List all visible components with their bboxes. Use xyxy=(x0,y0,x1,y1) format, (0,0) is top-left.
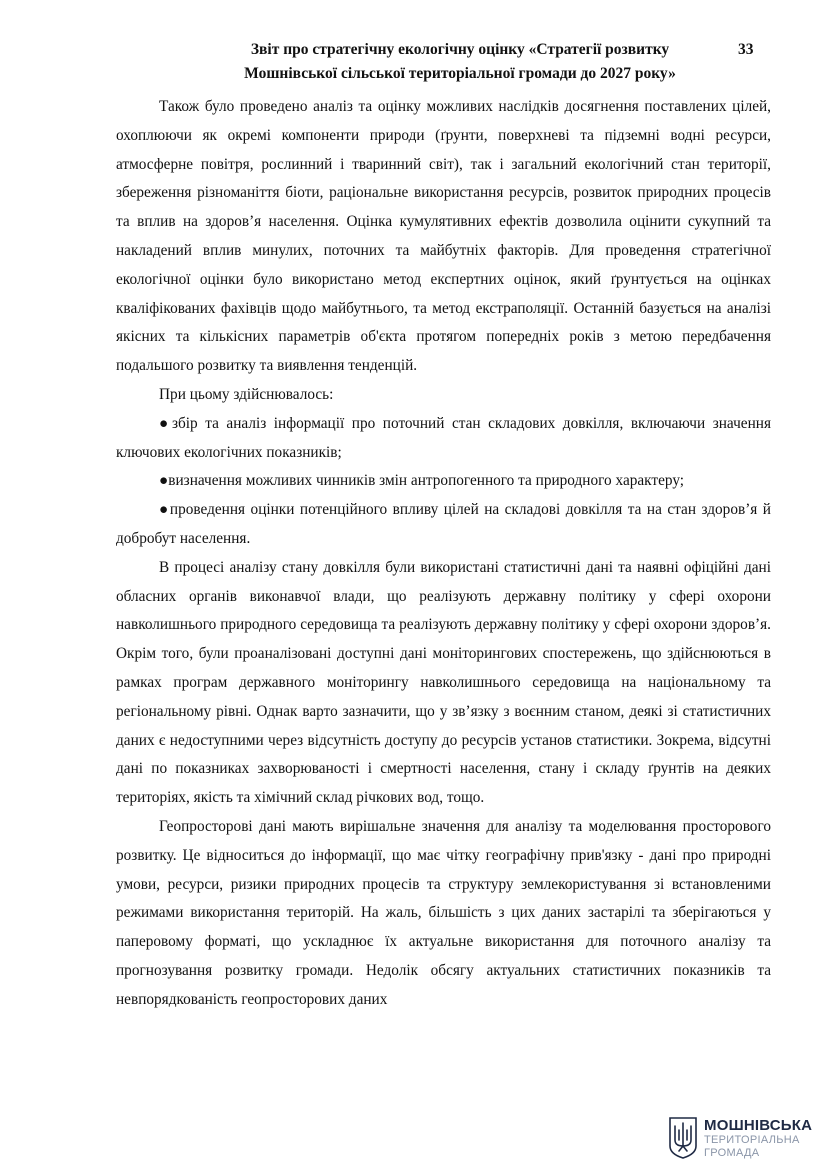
trident-emblem-icon xyxy=(668,1116,698,1160)
header-line-2: Мошнівської сільської територіальної громади до 2027 року» xyxy=(244,65,676,82)
logo-subtitle-1: ТЕРИТОРІАЛЬНА xyxy=(704,1133,800,1146)
list-item: ●визначення можливих чинників змін антропогенного та природного характеру; xyxy=(159,472,685,490)
list-item: ●проведення оцінки потенційного впливу цілей на складові довкілля та на стан здоров’я й добробут населення. xyxy=(116,501,771,547)
document-body xyxy=(116,93,771,1015)
logo-title: МОШНІВСЬКА xyxy=(704,1116,813,1134)
paragraph: Також було проведено аналіз та оцінку можливих наслідків досягнення поставлених цілей, охоплюючи як окремі компоненти природи (ґрунти, поверхневі та підземні водні ресурси, атмосферне повітря, рослинний і тваринний світ), так і загальний екологічний стан території, збереження різноманіття біоти, раціональне використання ресурсів, розвиток природних процесів та вплив на здоров’я населення. Оцінка кумулятивних ефектів дозволила оцінити сукупний та накладений вплив минулих, поточних та майбутніх факторів. Для проведення стратегічної екологічної оцінки було використано метод експертних оцінок, який ґрунтується на оцінках кваліфікованих фахівців щодо майбутнього, та метод екстраполяції. Останній базується на аналізі якісних та кількісних параметрів об'єкта протягом попередніх років з метою передбачення подальшого розвитку та виявлення тенденцій. xyxy=(116,98,771,375)
community-logo xyxy=(668,1114,818,1162)
paragraph: При цьому здійснювалось: xyxy=(159,385,334,403)
report-header xyxy=(215,38,705,86)
logo-subtitle-2: ГРОМАДА xyxy=(704,1146,760,1159)
header-line-1: Звіт про стратегічну екологічну оцінку «Стратегії розвитку xyxy=(250,41,670,58)
paragraph: В процесі аналізу стану довкілля були використані статистичні дані та наявні офіційні дані обласних органів виконавчої влади, що реалізують державну політику у сфері охорони навколишнього природного середовища та реалізують державну політику у сфері охорони здоров’я. Окрім того, були проаналізовані доступні дані моніторингових спостережень, що здійснюються в рамках програм державного моніторингу навколишнього середовища на національному та регіональному рівні. Однак варто зазначити, що у зв’язку з воєнним станом, деякі зі статистичних даних є недоступними через відсутність доступу до ресурсів установ статистики. Зокрема, відсутні дані по показниках захворюваності і смертності населення, стану і складу ґрунтів на деяких територіях, якість та хімічний склад річкових вод, тощо. xyxy=(116,558,771,807)
paragraph: Геопросторові дані мають вирішальне значення для аналізу та моделювання просторового розвитку. Це відноситься до інформації, що має чітку географічну прив'язку - дані про природні умови, ресурси, ризики природних процесів та структуру землекористування зі встановленими режимами використання територій. На жаль, більшість з цих даних застарілі та зберігаються у паперовому форматі, що ускладнює їх актуальне використання для поточного аналізу та прогнозування розвитку громади. Недолік обсягу актуальних статистичних показників та невпорядкованість геопросторових даних xyxy=(116,817,771,1008)
page-number: 33 xyxy=(738,41,754,58)
list-item: ●збір та аналіз інформації про поточний стан складових довкілля, включаючи значення ключових екологічних показників; xyxy=(116,414,771,461)
